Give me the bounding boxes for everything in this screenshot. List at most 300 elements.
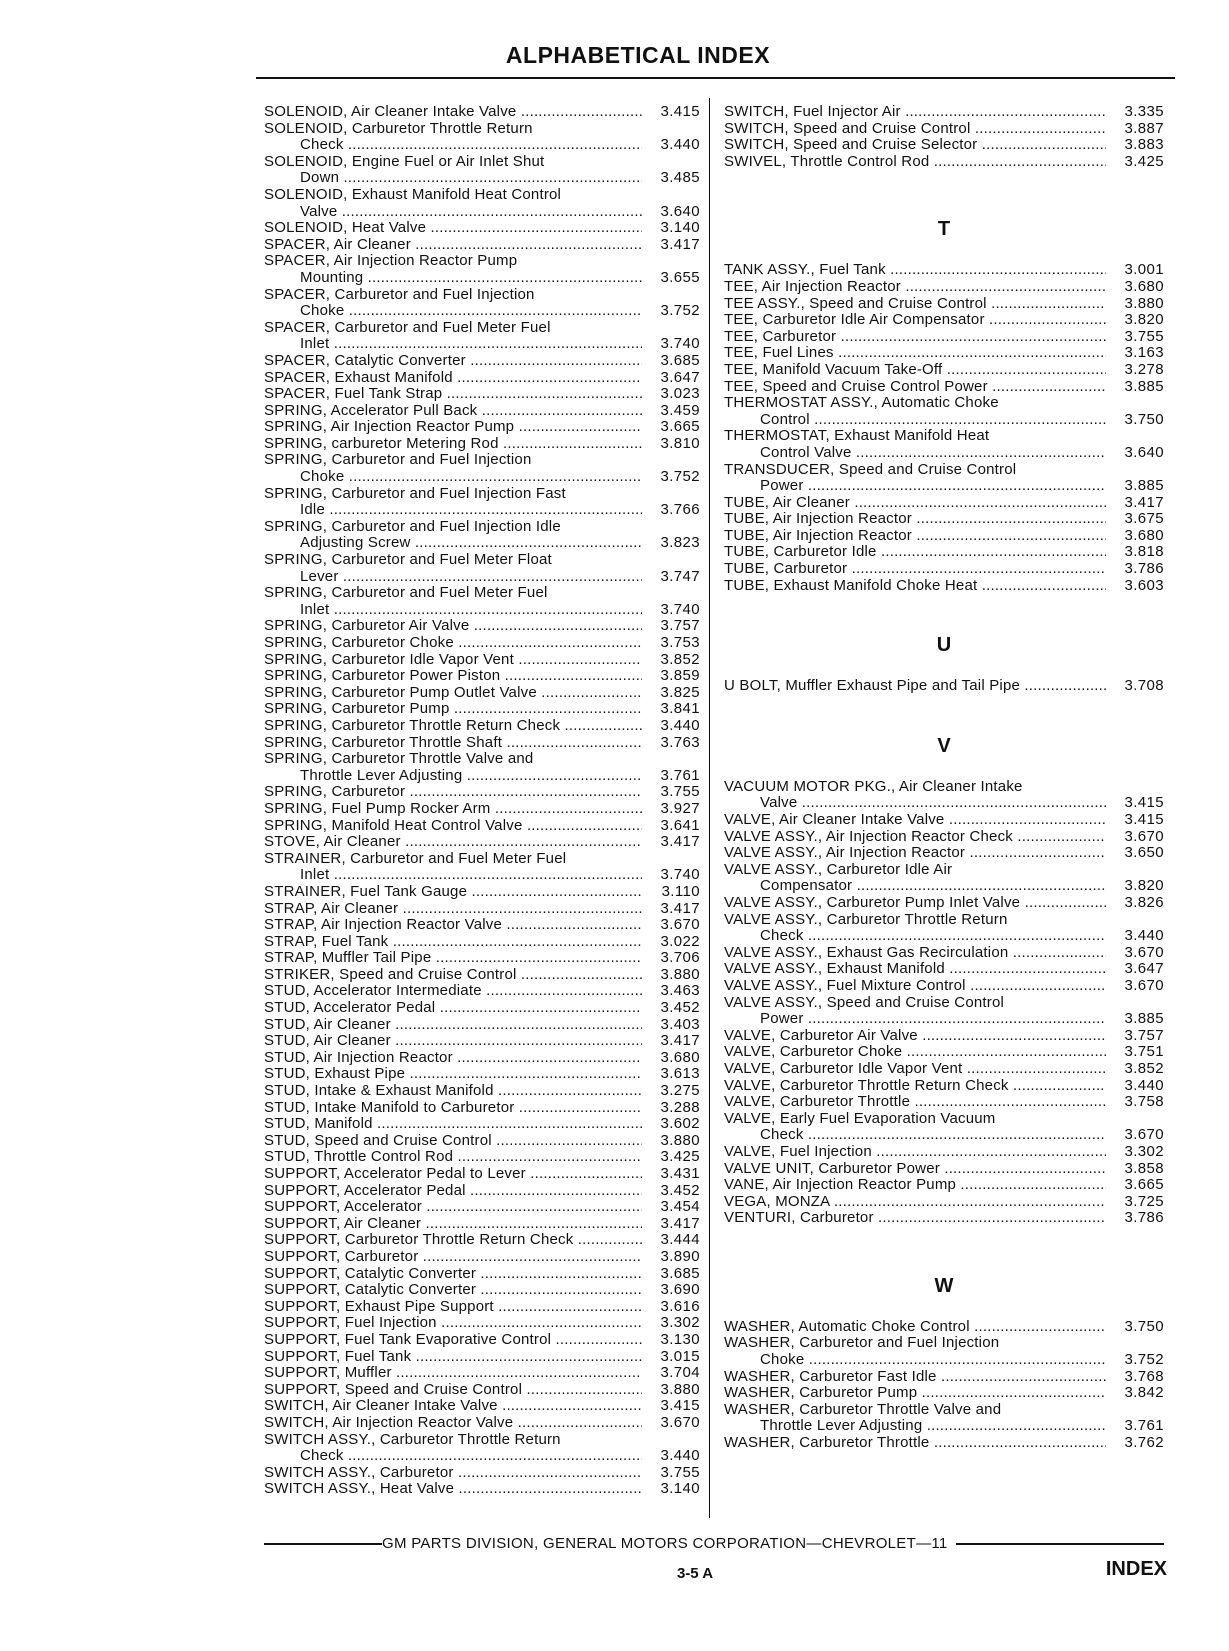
entry-text: VALVE ASSY., Air Injection Reactor ..... bbox=[724, 845, 1106, 862]
entry-text: STUD, Manifold ..... bbox=[264, 1116, 642, 1133]
entry-page-number: 3.786 bbox=[1124, 1209, 1164, 1227]
entry-page-number: 3.440 bbox=[1124, 1076, 1164, 1094]
index-entry bbox=[264, 834, 700, 851]
entry-text: SWITCH, Fuel Injector Air ..... bbox=[724, 104, 1106, 121]
index-entry bbox=[264, 818, 700, 835]
index-entry bbox=[264, 1415, 700, 1432]
index-entry bbox=[724, 154, 1164, 171]
entry-text: STUD, Exhaust Pipe ..... bbox=[264, 1066, 642, 1083]
index-entry bbox=[724, 561, 1164, 578]
entry-text: SUPPORT, Fuel Tank ..... bbox=[264, 1349, 642, 1366]
entry-text: TEE, Air Injection Reactor ..... bbox=[724, 279, 1106, 296]
entry-text: SPRING, carburetor Metering Rod ..... bbox=[264, 436, 642, 453]
index-entry bbox=[264, 701, 700, 718]
entry-text: VENTURI, Carburetor ..... bbox=[724, 1210, 1106, 1227]
entry-page-number: 3.823 bbox=[660, 534, 700, 552]
entry-page-number: 3.463 bbox=[660, 982, 700, 1000]
index-entry bbox=[264, 851, 700, 884]
index-entry bbox=[724, 329, 1164, 346]
entry-page-number: 3.858 bbox=[1124, 1159, 1164, 1177]
entry-text bbox=[264, 552, 642, 585]
index-entry bbox=[264, 635, 700, 652]
entry-text: SUPPORT, Carburetor Throttle Return Check ..... bbox=[264, 1232, 642, 1249]
entry-page-number: 3.852 bbox=[1124, 1059, 1164, 1077]
index-entry bbox=[264, 1481, 700, 1498]
entry-page-number: 3.440 bbox=[660, 1447, 700, 1465]
entry-page-number: 3.680 bbox=[660, 1048, 700, 1066]
entry-text: TUBE, Air Injection Reactor ..... bbox=[724, 528, 1106, 545]
entry-page-number: 3.762 bbox=[1124, 1434, 1164, 1452]
entry-text: VALVE ASSY., Carburetor Pump Inlet Valve ..... bbox=[724, 895, 1106, 912]
entry-page-number: 3.275 bbox=[660, 1082, 700, 1100]
entry-page-number: 3.655 bbox=[660, 268, 700, 286]
entry-page-number: 3.670 bbox=[1124, 943, 1164, 961]
entry-text bbox=[724, 1111, 1106, 1144]
entry-page-number: 3.417 bbox=[1124, 493, 1164, 511]
entry-page-number: 3.425 bbox=[1124, 152, 1164, 170]
entry-text bbox=[264, 253, 642, 286]
entry-page-number: 3.880 bbox=[660, 1131, 700, 1149]
entry-page-number: 3.883 bbox=[1124, 136, 1164, 154]
entry-text-continuation: Throttle Lever Adjusting ..... bbox=[264, 767, 642, 784]
entry-text-line: SPRING, Carburetor Throttle Valve and bbox=[264, 751, 534, 768]
index-entry bbox=[264, 253, 700, 286]
index-entry bbox=[264, 718, 700, 735]
index-entry bbox=[264, 1332, 700, 1349]
entry-text: WASHER, Automatic Choke Control ..... bbox=[724, 1319, 1106, 1336]
index-entry bbox=[724, 379, 1164, 396]
index-entry bbox=[724, 1385, 1164, 1402]
column-divider bbox=[709, 98, 710, 1518]
entry-text: STUD, Speed and Cruise Control ..... bbox=[264, 1133, 642, 1150]
index-entry bbox=[264, 618, 700, 635]
entry-text bbox=[724, 395, 1106, 428]
entry-text bbox=[264, 320, 642, 353]
entry-text-line: SPRING, Carburetor and Fuel Injection Fast bbox=[264, 485, 566, 502]
entry-page-number: 3.444 bbox=[660, 1231, 700, 1249]
index-entry bbox=[264, 1349, 700, 1366]
entry-text: SWITCH ASSY., Carburetor ..... bbox=[264, 1465, 642, 1482]
entry-page-number: 3.431 bbox=[660, 1165, 700, 1182]
entry-text-continuation: Check ..... bbox=[264, 1447, 642, 1464]
entry-text: SWITCH, Air Cleaner Intake Valve ..... bbox=[264, 1398, 642, 1415]
entry-page-number: 3.130 bbox=[660, 1330, 700, 1348]
index-entry bbox=[724, 1402, 1164, 1435]
entry-text-line: SPACER, Carburetor and Fuel Injection bbox=[264, 286, 535, 303]
entry-page-number: 3.810 bbox=[660, 434, 700, 452]
entry-page-number: 3.110 bbox=[661, 882, 700, 900]
entry-page-number: 3.454 bbox=[660, 1198, 700, 1216]
entry-text-continuation: Choke ..... bbox=[264, 302, 642, 319]
index-entry bbox=[724, 1044, 1164, 1061]
entry-page-number: 3.885 bbox=[1124, 377, 1164, 395]
entry-text: TEE ASSY., Speed and Cruise Control ..... bbox=[724, 296, 1106, 313]
entry-page-number: 3.650 bbox=[1124, 844, 1164, 862]
entry-text: SWITCH, Speed and Cruise Control ..... bbox=[724, 121, 1106, 138]
entry-text: SUPPORT, Exhaust Pipe Support ..... bbox=[264, 1299, 642, 1316]
index-entry bbox=[724, 1210, 1164, 1227]
entry-page-number: 3.752 bbox=[660, 302, 700, 320]
entry-page-number: 3.665 bbox=[660, 418, 700, 436]
entry-text-continuation: Power ..... bbox=[724, 1010, 1106, 1027]
entry-text: TUBE, Exhaust Manifold Choke Heat ..... bbox=[724, 578, 1106, 595]
entry-text bbox=[264, 187, 642, 220]
entry-text: SPACER, Exhaust Manifold ..... bbox=[264, 370, 642, 387]
index-entry bbox=[264, 668, 700, 685]
index-entry bbox=[264, 801, 700, 818]
entry-page-number: 3.417 bbox=[660, 899, 700, 917]
entry-text bbox=[264, 751, 642, 784]
index-entry bbox=[724, 104, 1164, 121]
entry-text bbox=[264, 121, 642, 154]
entry-page-number: 3.647 bbox=[1124, 960, 1164, 978]
entry-text: SPACER, Fuel Tank Strap ..... bbox=[264, 386, 642, 403]
entry-text: SUPPORT, Catalytic Converter ..... bbox=[264, 1266, 642, 1283]
entry-page-number: 3.766 bbox=[660, 501, 700, 519]
index-entry bbox=[724, 1335, 1164, 1368]
entry-page-number: 3.640 bbox=[1124, 443, 1164, 461]
entry-text-continuation: Choke ..... bbox=[724, 1351, 1106, 1368]
entry-text: SPRING, Carburetor Throttle Shaft ..... bbox=[264, 735, 642, 752]
index-entry bbox=[264, 1166, 700, 1183]
entry-page-number: 3.680 bbox=[1124, 277, 1164, 295]
entry-page-number: 3.485 bbox=[660, 169, 700, 187]
entry-text: STRAINER, Fuel Tank Gauge ..... bbox=[264, 884, 642, 901]
index-entry bbox=[264, 121, 700, 154]
entry-page-number: 3.603 bbox=[1124, 576, 1164, 594]
index-entry bbox=[724, 1435, 1164, 1452]
index-entry bbox=[724, 812, 1164, 829]
entry-page-number: 3.841 bbox=[660, 700, 700, 718]
index-entry bbox=[264, 784, 700, 801]
entry-text: TEE, Carburetor Idle Air Compensator ..... bbox=[724, 312, 1106, 329]
entry-text-line: SOLENOID, Carburetor Throttle Return bbox=[264, 120, 533, 137]
entry-text: TANK ASSY., Fuel Tank ..... bbox=[724, 262, 1106, 279]
entry-page-number: 3.665 bbox=[1124, 1176, 1164, 1194]
index-entry bbox=[264, 187, 700, 220]
index-entry bbox=[264, 320, 700, 353]
index-entry bbox=[724, 862, 1164, 895]
section-letter-v: V bbox=[937, 734, 951, 757]
index-entry bbox=[264, 436, 700, 453]
entry-text-line: VACUUM MOTOR PKG., Air Cleaner Intake bbox=[724, 778, 1023, 795]
entry-page-number: 3.786 bbox=[1124, 560, 1164, 578]
entry-text: VALVE ASSY., Air Injection Reactor Check ..... bbox=[724, 829, 1106, 846]
entry-text bbox=[264, 851, 642, 884]
index-entry bbox=[724, 528, 1164, 545]
entry-text: VALVE, Carburetor Air Valve ..... bbox=[724, 1028, 1106, 1045]
index-entry bbox=[264, 983, 700, 1000]
entry-text: VALVE ASSY., Fuel Mixture Control ..... bbox=[724, 978, 1106, 995]
index-entry bbox=[264, 1133, 700, 1150]
entry-text: VALVE ASSY., Exhaust Manifold ..... bbox=[724, 961, 1106, 978]
entry-text-line: THERMOSTAT ASSY., Automatic Choke bbox=[724, 395, 999, 412]
index-entry bbox=[264, 1315, 700, 1332]
entry-text: TEE, Speed and Cruise Control Power ..... bbox=[724, 379, 1106, 396]
index-entry bbox=[724, 1078, 1164, 1095]
index-entry bbox=[724, 121, 1164, 138]
index-entry bbox=[724, 296, 1164, 313]
entry-text-continuation: Control ..... bbox=[724, 411, 1106, 428]
entry-text-line: VALVE ASSY., Carburetor Idle Air bbox=[724, 861, 953, 878]
entry-text: SPRING, Fuel Pump Rocker Arm ..... bbox=[264, 801, 642, 818]
entry-text bbox=[724, 1402, 1106, 1435]
entry-page-number: 3.647 bbox=[660, 368, 700, 386]
index-entry bbox=[264, 1432, 700, 1465]
entry-text: VALVE ASSY., Exhaust Gas Recirculation ..... bbox=[724, 945, 1106, 962]
entry-page-number: 3.302 bbox=[660, 1314, 700, 1332]
entry-page-number: 3.417 bbox=[660, 1214, 700, 1232]
entry-text: VALVE, Fuel Injection ..... bbox=[724, 1144, 1106, 1161]
index-entry bbox=[264, 519, 700, 552]
entry-text bbox=[724, 428, 1106, 461]
index-entry bbox=[724, 544, 1164, 561]
entry-page-number: 3.818 bbox=[1124, 543, 1164, 561]
entry-page-number: 3.885 bbox=[1124, 1010, 1164, 1028]
index-entry bbox=[264, 552, 700, 585]
entry-text: TEE, Manifold Vacuum Take-Off ..... bbox=[724, 362, 1106, 379]
index-entry bbox=[264, 154, 700, 187]
entry-page-number: 3.755 bbox=[660, 1463, 700, 1481]
entry-text: SUPPORT, Speed and Cruise Control ..... bbox=[264, 1382, 642, 1399]
entry-text: SUPPORT, Fuel Injection ..... bbox=[264, 1315, 642, 1332]
entry-page-number: 3.452 bbox=[660, 999, 700, 1017]
entry-text: STRAP, Fuel Tank ..... bbox=[264, 934, 642, 951]
entry-text: STUD, Accelerator Pedal ..... bbox=[264, 1000, 642, 1017]
entry-page-number: 3.859 bbox=[660, 667, 700, 685]
entry-page-number: 3.755 bbox=[1124, 327, 1164, 345]
index-entry bbox=[264, 353, 700, 370]
index-entry bbox=[724, 511, 1164, 528]
entry-page-number: 3.740 bbox=[660, 866, 700, 884]
index-entry bbox=[264, 370, 700, 387]
entry-page-number: 3.706 bbox=[660, 949, 700, 967]
entry-text: SWITCH ASSY., Heat Valve ..... bbox=[264, 1481, 642, 1498]
entry-page-number: 3.403 bbox=[660, 1015, 700, 1033]
entry-page-number: 3.417 bbox=[660, 833, 700, 851]
entry-page-number: 3.750 bbox=[1124, 410, 1164, 428]
page-number: 3-5 A bbox=[676, 1565, 714, 1582]
entry-text-continuation: Valve ..... bbox=[264, 203, 642, 220]
entry-text: SPRING, Manifold Heat Control Valve ..... bbox=[264, 818, 642, 835]
entry-text: SPRING, Carburetor Pump Outlet Valve ..... bbox=[264, 685, 642, 702]
entry-page-number: 3.425 bbox=[660, 1148, 700, 1166]
index-entry bbox=[724, 1161, 1164, 1178]
entry-text-continuation: Down ..... bbox=[264, 169, 642, 186]
footer bbox=[264, 1535, 1164, 1552]
entry-text bbox=[724, 779, 1106, 812]
entry-page-number: 3.757 bbox=[1124, 1026, 1164, 1044]
index-entry bbox=[724, 1177, 1164, 1194]
entry-text: SUPPORT, Accelerator Pedal ..... bbox=[264, 1183, 642, 1200]
entry-text: STRIKER, Speed and Cruise Control ..... bbox=[264, 967, 642, 984]
entry-page-number: 3.440 bbox=[660, 716, 700, 734]
entry-text-line: VALVE ASSY., Speed and Cruise Control bbox=[724, 994, 1005, 1011]
entry-text: SPRING, Carburetor Choke ..... bbox=[264, 635, 642, 652]
entry-text-line: VALVE ASSY., Carburetor Throttle Return bbox=[724, 911, 1008, 928]
index-entry bbox=[264, 419, 700, 436]
index-entry bbox=[264, 1282, 700, 1299]
index-entry bbox=[264, 1216, 700, 1233]
entry-text: VALVE UNIT, Carburetor Power ..... bbox=[724, 1161, 1106, 1178]
section-letter-u: U bbox=[936, 634, 952, 657]
entry-text: STUD, Intake & Exhaust Manifold ..... bbox=[264, 1083, 642, 1100]
page-title: ALPHABETICAL INDEX bbox=[505, 42, 771, 68]
index-entry bbox=[724, 345, 1164, 362]
entry-text: SPRING, Air Injection Reactor Pump ..... bbox=[264, 419, 642, 436]
index-entry bbox=[724, 1094, 1164, 1111]
entry-page-number: 3.288 bbox=[660, 1098, 700, 1116]
entry-text: STUD, Intake Manifold to Carburetor ..... bbox=[264, 1100, 642, 1117]
footer-rule-left bbox=[264, 1543, 382, 1545]
left-column bbox=[264, 104, 700, 1498]
entry-text-line: SOLENOID, Engine Fuel or Air Inlet Shut bbox=[264, 153, 545, 170]
entry-text-continuation: Control Valve ..... bbox=[724, 444, 1106, 461]
entry-page-number: 3.704 bbox=[660, 1364, 700, 1382]
entry-page-number: 3.768 bbox=[1124, 1367, 1164, 1385]
s-tail-entries bbox=[724, 104, 1164, 170]
entry-text: TEE, Fuel Lines ..... bbox=[724, 345, 1106, 362]
entry-page-number: 3.417 bbox=[660, 235, 700, 253]
entry-text-continuation: Compensator ..... bbox=[724, 877, 1106, 894]
entry-text: STUD, Air Cleaner ..... bbox=[264, 1017, 642, 1034]
entry-text: SOLENOID, Air Cleaner Intake Valve ..... bbox=[264, 104, 642, 121]
entry-text bbox=[264, 486, 642, 519]
entry-page-number: 3.459 bbox=[660, 401, 700, 419]
entry-page-number: 3.820 bbox=[1124, 877, 1164, 895]
entry-page-number: 3.417 bbox=[660, 1032, 700, 1050]
index-entry bbox=[264, 1249, 700, 1266]
index-entry bbox=[264, 934, 700, 951]
index-entry bbox=[264, 1183, 700, 1200]
index-entry bbox=[264, 652, 700, 669]
entry-text bbox=[264, 1432, 642, 1465]
entry-page-number: 3.842 bbox=[1124, 1384, 1164, 1402]
entry-text: WASHER, Carburetor Throttle ..... bbox=[724, 1435, 1106, 1452]
index-entry bbox=[264, 1365, 700, 1382]
index-entry bbox=[724, 137, 1164, 154]
entry-text bbox=[724, 1335, 1106, 1368]
entry-text: STRAP, Air Cleaner ..... bbox=[264, 901, 642, 918]
index-entry bbox=[264, 685, 700, 702]
entry-text-line: SPACER, Carburetor and Fuel Meter Fuel bbox=[264, 319, 551, 336]
entry-page-number: 3.685 bbox=[660, 1264, 700, 1282]
entry-page-number: 3.880 bbox=[660, 1380, 700, 1398]
section-label: INDEX bbox=[1105, 1558, 1167, 1580]
entry-text: SWIVEL, Throttle Control Rod ..... bbox=[724, 154, 1106, 171]
index-entry bbox=[264, 585, 700, 618]
u-entries bbox=[724, 678, 1164, 695]
entry-page-number: 3.753 bbox=[660, 634, 700, 651]
entry-text-line: SPRING, Carburetor and Fuel Injection Idle bbox=[264, 518, 561, 535]
entry-text: U BOLT, Muffler Exhaust Pipe and Tail Pipe ..... bbox=[724, 678, 1106, 695]
entry-text: STRAP, Muffler Tail Pipe ..... bbox=[264, 950, 642, 967]
index-entry bbox=[724, 912, 1164, 945]
entry-text-line: THERMOSTAT, Exhaust Manifold Heat bbox=[724, 428, 990, 445]
entry-text: WASHER, Carburetor Fast Idle ..... bbox=[724, 1369, 1106, 1386]
index-entry bbox=[724, 845, 1164, 862]
index-entry bbox=[724, 945, 1164, 962]
section-letter-w: W bbox=[934, 1274, 954, 1297]
index-entry bbox=[724, 1194, 1164, 1211]
entry-page-number: 3.415 bbox=[1124, 811, 1164, 829]
index-entry bbox=[724, 279, 1164, 296]
section-letter-t: T bbox=[937, 218, 951, 241]
entry-text: STUD, Air Injection Reactor ..... bbox=[264, 1050, 642, 1067]
index-entry bbox=[264, 452, 700, 485]
index-entry bbox=[724, 428, 1164, 461]
index-entry bbox=[264, 220, 700, 237]
entry-text: TEE, Carburetor ..... bbox=[724, 329, 1106, 346]
entry-text: TUBE, Carburetor Idle ..... bbox=[724, 544, 1106, 561]
entry-page-number: 3.755 bbox=[660, 783, 700, 801]
entry-page-number: 3.415 bbox=[660, 103, 700, 120]
entry-text-continuation: Idle ..... bbox=[264, 501, 642, 518]
entry-page-number: 3.670 bbox=[660, 1413, 700, 1431]
index-entry bbox=[724, 495, 1164, 512]
entry-text-line: STRAINER, Carburetor and Fuel Meter Fuel bbox=[264, 850, 567, 867]
entry-text-continuation: Throttle Lever Adjusting ..... bbox=[724, 1417, 1106, 1434]
entry-page-number: 3.641 bbox=[660, 816, 700, 834]
entry-text: SUPPORT, Accelerator Pedal to Lever ..... bbox=[264, 1166, 642, 1183]
entry-text: VALVE, Carburetor Choke ..... bbox=[724, 1044, 1106, 1061]
entry-text: SUPPORT, Accelerator ..... bbox=[264, 1199, 642, 1216]
w-entries bbox=[724, 1319, 1164, 1452]
index-entry bbox=[724, 395, 1164, 428]
index-entry bbox=[264, 1033, 700, 1050]
entry-page-number: 3.752 bbox=[1124, 1351, 1164, 1369]
entry-text: STUD, Throttle Control Rod ..... bbox=[264, 1149, 642, 1166]
index-entry bbox=[264, 1232, 700, 1249]
entry-text: STUD, Accelerator Intermediate ..... bbox=[264, 983, 642, 1000]
entry-text-continuation: Mounting ..... bbox=[264, 269, 642, 286]
entry-page-number: 3.885 bbox=[1124, 477, 1164, 495]
entry-text bbox=[724, 862, 1106, 895]
index-entry bbox=[724, 978, 1164, 995]
entry-page-number: 3.163 bbox=[1124, 344, 1164, 362]
entry-text-continuation: Inlet ..... bbox=[264, 601, 642, 618]
entry-text bbox=[724, 995, 1106, 1028]
entry-text: SPRING, Carburetor Power Piston ..... bbox=[264, 668, 642, 685]
entry-text-line: WASHER, Carburetor and Fuel Injection bbox=[724, 1335, 1000, 1352]
entry-text-line: SOLENOID, Exhaust Manifold Heat Control bbox=[264, 186, 562, 203]
entry-page-number: 3.670 bbox=[1124, 976, 1164, 994]
v-entries bbox=[724, 779, 1164, 1227]
entry-page-number: 3.440 bbox=[660, 136, 700, 154]
entry-page-number: 3.740 bbox=[660, 600, 700, 618]
entry-text: SPRING, Carburetor Idle Vapor Vent ..... bbox=[264, 652, 642, 669]
entry-text-line: SPRING, Carburetor and Fuel Injection bbox=[264, 452, 532, 469]
entry-page-number: 3.602 bbox=[660, 1115, 700, 1133]
entry-page-number: 3.302 bbox=[1124, 1142, 1164, 1160]
index-entry bbox=[264, 1299, 700, 1316]
entry-text: VEGA, MONZA ..... bbox=[724, 1194, 1106, 1211]
entry-page-number: 3.761 bbox=[1124, 1417, 1164, 1435]
index-entry bbox=[264, 1382, 700, 1399]
entry-text: STOVE, Air Cleaner ..... bbox=[264, 834, 642, 851]
entry-text: SUPPORT, Air Cleaner ..... bbox=[264, 1216, 642, 1233]
index-entry bbox=[264, 884, 700, 901]
entry-text-line: VALVE, Early Fuel Evaporation Vacuum bbox=[724, 1110, 996, 1127]
entry-text: WASHER, Carburetor Pump ..... bbox=[724, 1385, 1106, 1402]
entry-text: VALVE, Carburetor Idle Vapor Vent ..... bbox=[724, 1061, 1106, 1078]
entry-page-number: 3.740 bbox=[660, 335, 700, 353]
index-entry bbox=[724, 1319, 1164, 1336]
entry-text: STUD, Air Cleaner ..... bbox=[264, 1033, 642, 1050]
entry-text-continuation: Power ..... bbox=[724, 477, 1106, 494]
index-entry bbox=[264, 1017, 700, 1034]
entry-page-number: 3.852 bbox=[660, 650, 700, 668]
